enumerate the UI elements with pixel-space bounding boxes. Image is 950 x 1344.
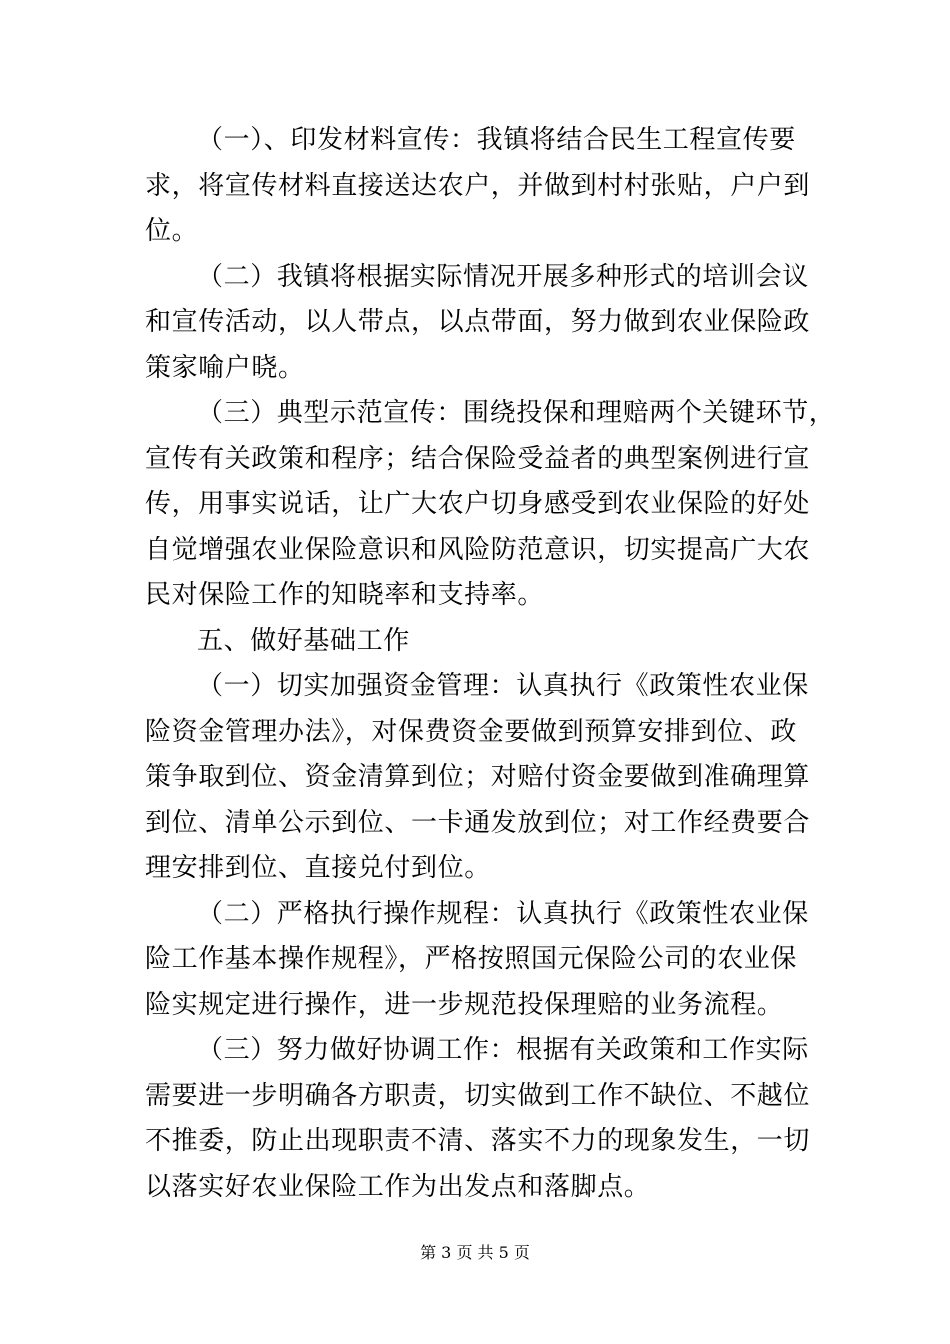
text-line: （一）切实加强资金管理：认真执行《政策性农业保: [197, 671, 809, 701]
text-line: 自觉增强农业保险意识和风险防范意识，切实提高广大农: [145, 534, 811, 565]
text-line: 到位、清单公示到位、一卡通发放到位；对工作经费要合: [145, 807, 811, 838]
document-body: [145, 118, 836, 1210]
text-line: 需要进一步明确各方职责，切实做到工作不缺位、不越位: [145, 1080, 811, 1111]
text-line: 险工作基本操作规程》，严格按照国元保险公司的农业保: [145, 944, 798, 974]
text-line: 传，用事实说话，让广大农户切身感受到农业保险的好处: [145, 489, 811, 519]
text-line: （二）我镇将根据实际情况开展多种形式的培训会议: [197, 261, 809, 292]
section-heading: 五、做好基础工作: [197, 625, 410, 656]
text-line: 理安排到位、直接兑付到位。: [145, 853, 491, 883]
text-line: 求，将宣传材料直接送达农户，并做到村村张贴，户户到: [145, 170, 811, 201]
text-line: 和宣传活动，以人带点，以点带面，努力做到农业保险政: [145, 307, 811, 337]
text-line: 险实规定进行操作，进一步规范投保理赔的业务流程。: [145, 989, 784, 1020]
text-line: （三）典型示范宣传：围绕投保和理赔两个关键环节，: [197, 398, 836, 428]
text-line: （二）严格执行操作规程：认真执行《政策性农业保: [197, 898, 809, 929]
text-line: （一）、印发材料宣传：我镇将结合民生工程宣传要: [197, 125, 796, 155]
text-line: 策争取到位、资金清算到位；对赔付资金要做到准确理算: [145, 762, 811, 792]
text-line: （三）努力做好协调工作：根据有关政策和工作实际: [197, 1035, 809, 1065]
page-number: 第 3 页 共 5 页: [420, 1243, 530, 1262]
text-line: 策家喻户晓。: [145, 352, 305, 383]
text-line: 险资金管理办法》，对保费资金要做到预算安排到位、政: [145, 716, 798, 747]
text-line: 位。: [145, 216, 199, 246]
text-line: 以落实好农业保险工作为出发点和落脚点。: [145, 1171, 651, 1202]
text-line: 宣传有关政策和程序；结合保险受益者的典型案例进行宣: [145, 443, 811, 474]
text-line: 民对保险工作的知晓率和支持率。: [145, 580, 545, 610]
text-line: 不推委，防止出现职责不清、落实不力的现象发生，一切: [145, 1126, 811, 1156]
